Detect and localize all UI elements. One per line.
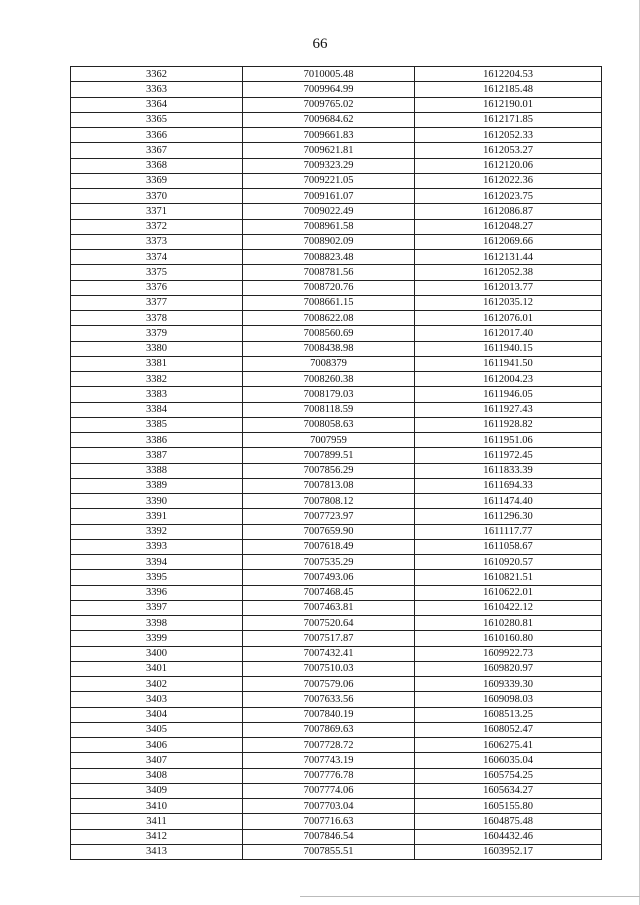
point-number-cell: 3380 <box>71 341 243 356</box>
x-coordinate-cell: 7008379 <box>243 356 415 371</box>
x-coordinate-cell: 7008438.98 <box>243 341 415 356</box>
table-row <box>71 128 602 143</box>
y-coordinate-cell: 1610280.81 <box>415 616 602 631</box>
x-coordinate-cell: 7009621.81 <box>243 143 415 158</box>
x-coordinate-cell: 7007517.87 <box>243 631 415 646</box>
table-row <box>71 433 602 448</box>
x-coordinate-cell: 7007510.03 <box>243 661 415 676</box>
y-coordinate-cell: 1611928.82 <box>415 417 602 432</box>
point-number-cell: 3398 <box>71 616 243 631</box>
point-number-cell: 3396 <box>71 585 243 600</box>
y-coordinate-cell: 1609339.30 <box>415 677 602 692</box>
table-row <box>71 417 602 432</box>
table-row <box>71 204 602 219</box>
point-number-cell: 3382 <box>71 372 243 387</box>
point-number-cell: 3364 <box>71 97 243 112</box>
y-coordinate-cell: 1609922.73 <box>415 646 602 661</box>
y-coordinate-cell: 1610821.51 <box>415 570 602 585</box>
point-number-cell: 3372 <box>71 219 243 234</box>
x-coordinate-cell: 7009964.99 <box>243 82 415 97</box>
point-number-cell: 3371 <box>71 204 243 219</box>
table-row <box>71 311 602 326</box>
y-coordinate-cell: 1612022.36 <box>415 173 602 188</box>
table-row <box>71 494 602 509</box>
point-number-cell: 3379 <box>71 326 243 341</box>
y-coordinate-cell: 1605754.25 <box>415 768 602 783</box>
table-row <box>71 82 602 97</box>
y-coordinate-cell: 1612120.06 <box>415 158 602 173</box>
y-coordinate-cell: 1608052.47 <box>415 722 602 737</box>
table-row <box>71 829 602 844</box>
x-coordinate-cell: 7008720.76 <box>243 280 415 295</box>
y-coordinate-cell: 1612004.23 <box>415 372 602 387</box>
x-coordinate-cell: 7007723.97 <box>243 509 415 524</box>
x-coordinate-cell: 7007535.29 <box>243 555 415 570</box>
table-row <box>71 158 602 173</box>
x-coordinate-cell: 7007716.63 <box>243 814 415 829</box>
x-coordinate-cell: 7009221.05 <box>243 173 415 188</box>
table-row <box>71 143 602 158</box>
point-number-cell: 3400 <box>71 646 243 661</box>
x-coordinate-cell: 7007856.29 <box>243 463 415 478</box>
y-coordinate-cell: 1605634.27 <box>415 783 602 798</box>
y-coordinate-cell: 1612052.38 <box>415 265 602 280</box>
table-row <box>71 280 602 295</box>
point-number-cell: 3407 <box>71 753 243 768</box>
point-number-cell: 3362 <box>71 67 243 82</box>
table-row <box>71 448 602 463</box>
table-row <box>71 67 602 82</box>
point-number-cell: 3393 <box>71 539 243 554</box>
y-coordinate-cell: 1611694.33 <box>415 478 602 493</box>
x-coordinate-cell: 7009661.83 <box>243 128 415 143</box>
point-number-cell: 3389 <box>71 478 243 493</box>
y-coordinate-cell: 1612086.87 <box>415 204 602 219</box>
x-coordinate-cell: 7007432.41 <box>243 646 415 661</box>
y-coordinate-cell: 1612052.33 <box>415 128 602 143</box>
y-coordinate-cell: 1611927.43 <box>415 402 602 417</box>
table-row <box>71 219 602 234</box>
table-row <box>71 616 602 631</box>
y-coordinate-cell: 1604432.46 <box>415 829 602 844</box>
x-coordinate-cell: 7007468.45 <box>243 585 415 600</box>
table-row <box>71 844 602 859</box>
table-row <box>71 97 602 112</box>
y-coordinate-cell: 1603952.17 <box>415 844 602 859</box>
y-coordinate-cell: 1612131.44 <box>415 250 602 265</box>
table-row <box>71 768 602 783</box>
point-number-cell: 3370 <box>71 189 243 204</box>
point-number-cell: 3363 <box>71 82 243 97</box>
x-coordinate-cell: 7007463.81 <box>243 600 415 615</box>
table-row <box>71 814 602 829</box>
point-number-cell: 3392 <box>71 524 243 539</box>
y-coordinate-cell: 1612048.27 <box>415 219 602 234</box>
x-coordinate-cell: 7008260.38 <box>243 372 415 387</box>
point-number-cell: 3413 <box>71 844 243 859</box>
page-number: 66 <box>312 36 328 52</box>
point-number-cell: 3402 <box>71 677 243 692</box>
x-coordinate-cell: 7007840.19 <box>243 707 415 722</box>
y-coordinate-cell: 1610622.01 <box>415 585 602 600</box>
point-number-cell: 3386 <box>71 433 243 448</box>
y-coordinate-cell: 1612053.27 <box>415 143 602 158</box>
x-coordinate-cell: 7007520.64 <box>243 616 415 631</box>
table-row <box>71 570 602 585</box>
table-row <box>71 585 602 600</box>
point-number-cell: 3383 <box>71 387 243 402</box>
y-coordinate-cell: 1611946.05 <box>415 387 602 402</box>
x-coordinate-cell: 7008781.56 <box>243 265 415 280</box>
table-row <box>71 722 602 737</box>
x-coordinate-cell: 7009323.29 <box>243 158 415 173</box>
y-coordinate-cell: 1606035.04 <box>415 753 602 768</box>
table-row <box>71 234 602 249</box>
point-number-cell: 3365 <box>71 112 243 127</box>
table-row <box>71 661 602 676</box>
table-row <box>71 524 602 539</box>
table-row <box>71 600 602 615</box>
point-number-cell: 3399 <box>71 631 243 646</box>
point-number-cell: 3374 <box>71 250 243 265</box>
page-edge-bottom <box>300 896 640 897</box>
point-number-cell: 3390 <box>71 494 243 509</box>
x-coordinate-cell: 7009765.02 <box>243 97 415 112</box>
point-number-cell: 3409 <box>71 783 243 798</box>
x-coordinate-cell: 7008622.08 <box>243 311 415 326</box>
table-row <box>71 250 602 265</box>
table-row <box>71 372 602 387</box>
table-row <box>71 402 602 417</box>
y-coordinate-cell: 1611058.67 <box>415 539 602 554</box>
point-number-cell: 3375 <box>71 265 243 280</box>
table-row <box>71 555 602 570</box>
y-coordinate-cell: 1611296.30 <box>415 509 602 524</box>
point-number-cell: 3369 <box>71 173 243 188</box>
table-row <box>71 173 602 188</box>
point-number-cell: 3387 <box>71 448 243 463</box>
x-coordinate-cell: 7007869.63 <box>243 722 415 737</box>
x-coordinate-cell: 7010005.48 <box>243 67 415 82</box>
y-coordinate-cell: 1611972.45 <box>415 448 602 463</box>
x-coordinate-cell: 7007808.12 <box>243 494 415 509</box>
x-coordinate-cell: 7009684.62 <box>243 112 415 127</box>
y-coordinate-cell: 1611941.50 <box>415 356 602 371</box>
coordinates-table <box>70 66 602 860</box>
table-row <box>71 799 602 814</box>
point-number-cell: 3376 <box>71 280 243 295</box>
y-coordinate-cell: 1611833.39 <box>415 463 602 478</box>
point-number-cell: 3373 <box>71 234 243 249</box>
y-coordinate-cell: 1610160.80 <box>415 631 602 646</box>
x-coordinate-cell: 7007743.19 <box>243 753 415 768</box>
table-row <box>71 478 602 493</box>
x-coordinate-cell: 7008058.63 <box>243 417 415 432</box>
y-coordinate-cell: 1612204.53 <box>415 67 602 82</box>
point-number-cell: 3408 <box>71 768 243 783</box>
x-coordinate-cell: 7008902.09 <box>243 234 415 249</box>
x-coordinate-cell: 7007776.78 <box>243 768 415 783</box>
y-coordinate-cell: 1611940.15 <box>415 341 602 356</box>
y-coordinate-cell: 1612185.48 <box>415 82 602 97</box>
x-coordinate-cell: 7007659.90 <box>243 524 415 539</box>
y-coordinate-cell: 1611117.77 <box>415 524 602 539</box>
point-number-cell: 3385 <box>71 417 243 432</box>
table-row <box>71 646 602 661</box>
y-coordinate-cell: 1612013.77 <box>415 280 602 295</box>
table-row <box>71 326 602 341</box>
x-coordinate-cell: 7007855.51 <box>243 844 415 859</box>
point-number-cell: 3405 <box>71 722 243 737</box>
point-number-cell: 3406 <box>71 738 243 753</box>
table-row <box>71 387 602 402</box>
point-number-cell: 3397 <box>71 600 243 615</box>
y-coordinate-cell: 1610920.57 <box>415 555 602 570</box>
x-coordinate-cell: 7007728.72 <box>243 738 415 753</box>
y-coordinate-cell: 1612023.75 <box>415 189 602 204</box>
x-coordinate-cell: 7007959 <box>243 433 415 448</box>
y-coordinate-cell: 1609098.03 <box>415 692 602 707</box>
y-coordinate-cell: 1610422.12 <box>415 600 602 615</box>
y-coordinate-cell: 1604875.48 <box>415 814 602 829</box>
y-coordinate-cell: 1608513.25 <box>415 707 602 722</box>
point-number-cell: 3368 <box>71 158 243 173</box>
table-row <box>71 707 602 722</box>
table-row <box>71 783 602 798</box>
y-coordinate-cell: 1606275.41 <box>415 738 602 753</box>
y-coordinate-cell: 1612017.40 <box>415 326 602 341</box>
table-row <box>71 539 602 554</box>
point-number-cell: 3391 <box>71 509 243 524</box>
table-row <box>71 692 602 707</box>
y-coordinate-cell: 1612069.66 <box>415 234 602 249</box>
table-row <box>71 356 602 371</box>
point-number-cell: 3403 <box>71 692 243 707</box>
x-coordinate-cell: 7007774.06 <box>243 783 415 798</box>
point-number-cell: 3378 <box>71 311 243 326</box>
point-number-cell: 3384 <box>71 402 243 417</box>
x-coordinate-cell: 7008823.48 <box>243 250 415 265</box>
x-coordinate-cell: 7007703.04 <box>243 799 415 814</box>
y-coordinate-cell: 1612190.01 <box>415 97 602 112</box>
x-coordinate-cell: 7008661.15 <box>243 295 415 310</box>
x-coordinate-cell: 7008560.69 <box>243 326 415 341</box>
table-row <box>71 189 602 204</box>
x-coordinate-cell: 7007813.08 <box>243 478 415 493</box>
point-number-cell: 3404 <box>71 707 243 722</box>
x-coordinate-cell: 7007579.06 <box>243 677 415 692</box>
point-number-cell: 3412 <box>71 829 243 844</box>
point-number-cell: 3395 <box>71 570 243 585</box>
table-row <box>71 677 602 692</box>
x-coordinate-cell: 7007846.54 <box>243 829 415 844</box>
point-number-cell: 3410 <box>71 799 243 814</box>
y-coordinate-cell: 1611474.40 <box>415 494 602 509</box>
x-coordinate-cell: 7009022.49 <box>243 204 415 219</box>
x-coordinate-cell: 7008961.58 <box>243 219 415 234</box>
y-coordinate-cell: 1612035.12 <box>415 295 602 310</box>
x-coordinate-cell: 7009161.07 <box>243 189 415 204</box>
x-coordinate-cell: 7008179.03 <box>243 387 415 402</box>
coordinates-table-body <box>71 67 602 860</box>
table-row <box>71 265 602 280</box>
table-row <box>71 738 602 753</box>
x-coordinate-cell: 7007899.51 <box>243 448 415 463</box>
table-row <box>71 753 602 768</box>
y-coordinate-cell: 1609820.97 <box>415 661 602 676</box>
y-coordinate-cell: 1612171.85 <box>415 112 602 127</box>
x-coordinate-cell: 7007493.06 <box>243 570 415 585</box>
table-row <box>71 509 602 524</box>
point-number-cell: 3394 <box>71 555 243 570</box>
y-coordinate-cell: 1611951.06 <box>415 433 602 448</box>
table-row <box>71 341 602 356</box>
point-number-cell: 3381 <box>71 356 243 371</box>
x-coordinate-cell: 7008118.59 <box>243 402 415 417</box>
table-row <box>71 631 602 646</box>
point-number-cell: 3366 <box>71 128 243 143</box>
point-number-cell: 3388 <box>71 463 243 478</box>
point-number-cell: 3377 <box>71 295 243 310</box>
x-coordinate-cell: 7007633.56 <box>243 692 415 707</box>
point-number-cell: 3411 <box>71 814 243 829</box>
table-row <box>71 295 602 310</box>
y-coordinate-cell: 1612076.01 <box>415 311 602 326</box>
point-number-cell: 3401 <box>71 661 243 676</box>
table-row <box>71 112 602 127</box>
point-number-cell: 3367 <box>71 143 243 158</box>
x-coordinate-cell: 7007618.49 <box>243 539 415 554</box>
y-coordinate-cell: 1605155.80 <box>415 799 602 814</box>
table-row <box>71 463 602 478</box>
